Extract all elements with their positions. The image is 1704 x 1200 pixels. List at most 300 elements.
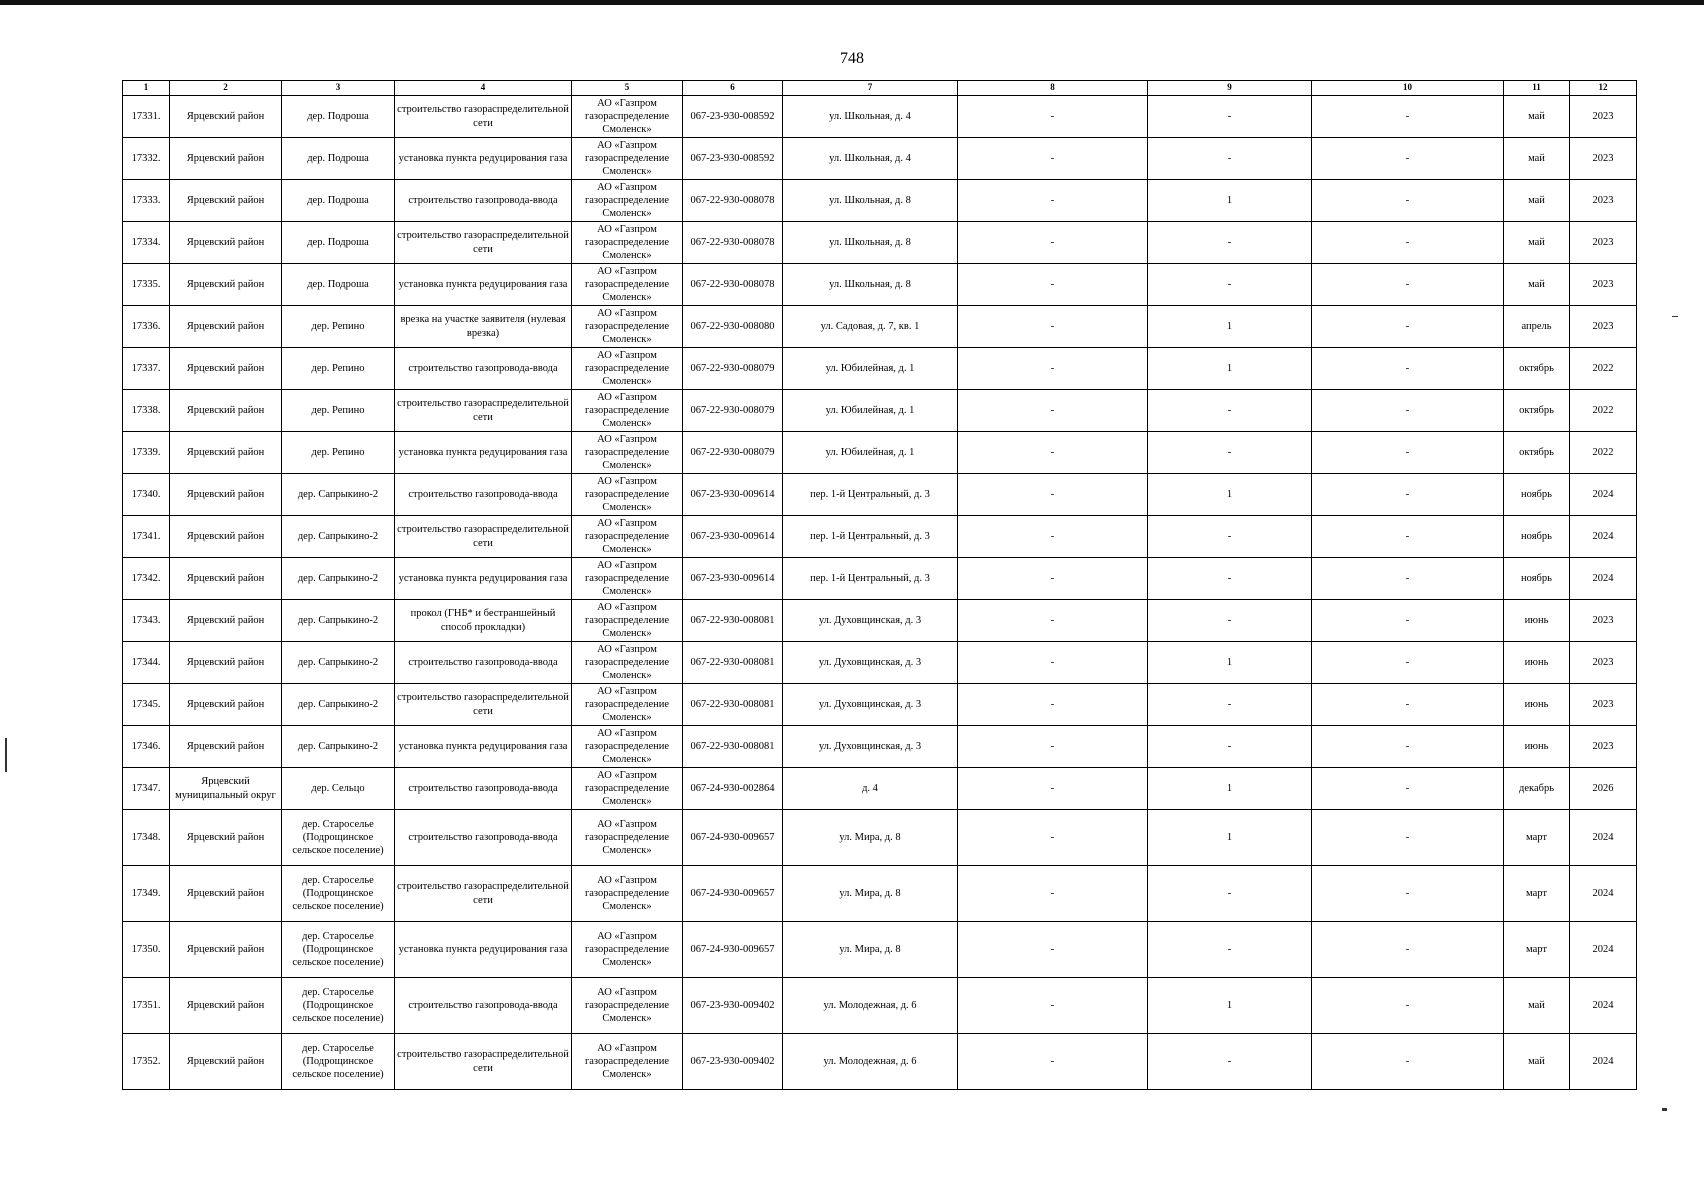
address-cell: ул. Юбилейная, д. 1 bbox=[783, 432, 958, 474]
col9-cell: - bbox=[1148, 684, 1312, 726]
col9-cell: - bbox=[1148, 600, 1312, 642]
work-type-cell: строительство газораспределительной сети bbox=[395, 390, 572, 432]
col8-cell: - bbox=[958, 866, 1148, 922]
month-cell: ноябрь bbox=[1504, 516, 1570, 558]
column-header: 11 bbox=[1504, 81, 1570, 96]
col8-cell: - bbox=[958, 516, 1148, 558]
district-cell: Ярцевский район bbox=[170, 432, 282, 474]
work-type-cell: установка пункта редуцирования газа bbox=[395, 922, 572, 978]
col9-cell: - bbox=[1148, 390, 1312, 432]
year-cell: 2022 bbox=[1570, 390, 1637, 432]
settlement-cell: дер. Репино bbox=[282, 432, 395, 474]
application-number-cell: 067-23-930-009614 bbox=[683, 516, 783, 558]
application-number-cell: 067-24-930-009657 bbox=[683, 866, 783, 922]
month-cell: май bbox=[1504, 96, 1570, 138]
col9-cell: 1 bbox=[1148, 180, 1312, 222]
col9-cell: - bbox=[1148, 726, 1312, 768]
application-number-cell: 067-22-930-008078 bbox=[683, 180, 783, 222]
district-cell: Ярцевский район bbox=[170, 558, 282, 600]
table-row bbox=[123, 978, 1637, 1034]
address-cell: ул. Духовщинская, д. 3 bbox=[783, 600, 958, 642]
district-cell: Ярцевский район bbox=[170, 726, 282, 768]
application-number-cell: 067-23-930-008592 bbox=[683, 138, 783, 180]
work-type-cell: строительство газопровода-ввода bbox=[395, 768, 572, 810]
work-type-cell: строительство газопровода-ввода bbox=[395, 348, 572, 390]
address-cell: пер. 1-й Центральный, д. 3 bbox=[783, 474, 958, 516]
table-row bbox=[123, 810, 1637, 866]
col9-cell: - bbox=[1148, 922, 1312, 978]
district-cell: Ярцевский район bbox=[170, 96, 282, 138]
column-header: 4 bbox=[395, 81, 572, 96]
column-header: 2 bbox=[170, 81, 282, 96]
year-cell: 2024 bbox=[1570, 558, 1637, 600]
address-cell: ул. Юбилейная, д. 1 bbox=[783, 390, 958, 432]
month-cell: октябрь bbox=[1504, 432, 1570, 474]
col9-cell: - bbox=[1148, 138, 1312, 180]
table-row bbox=[123, 726, 1637, 768]
table-body bbox=[123, 96, 1637, 1090]
month-cell: май bbox=[1504, 1034, 1570, 1090]
col10-cell: - bbox=[1312, 138, 1504, 180]
district-cell: Ярцевский район bbox=[170, 642, 282, 684]
organization-cell: АО «Газпром газораспределение Смоленск» bbox=[572, 768, 683, 810]
col10-cell: - bbox=[1312, 922, 1504, 978]
table-row bbox=[123, 642, 1637, 684]
col9-cell: - bbox=[1148, 866, 1312, 922]
col9-cell: 1 bbox=[1148, 978, 1312, 1034]
organization-cell: АО «Газпром газораспределение Смоленск» bbox=[572, 138, 683, 180]
column-header: 12 bbox=[1570, 81, 1637, 96]
table-row bbox=[123, 558, 1637, 600]
month-cell: март bbox=[1504, 810, 1570, 866]
col10-cell: - bbox=[1312, 180, 1504, 222]
col8-cell: - bbox=[958, 978, 1148, 1034]
settlement-cell: дер. Репино bbox=[282, 306, 395, 348]
year-cell: 2022 bbox=[1570, 348, 1637, 390]
col10-cell: - bbox=[1312, 768, 1504, 810]
application-number-cell: 067-23-930-008592 bbox=[683, 96, 783, 138]
col9-cell: - bbox=[1148, 558, 1312, 600]
settlement-cell: дер. Подроша bbox=[282, 264, 395, 306]
work-type-cell: строительство газораспределительной сети bbox=[395, 866, 572, 922]
table-row bbox=[123, 222, 1637, 264]
table-row bbox=[123, 516, 1637, 558]
year-cell: 2023 bbox=[1570, 726, 1637, 768]
col8-cell: - bbox=[958, 264, 1148, 306]
month-cell: май bbox=[1504, 222, 1570, 264]
settlement-cell: дер. Сапрыкино-2 bbox=[282, 516, 395, 558]
col10-cell: - bbox=[1312, 474, 1504, 516]
year-cell: 2024 bbox=[1570, 1034, 1637, 1090]
column-header: 10 bbox=[1312, 81, 1504, 96]
row-number-cell: 17337. bbox=[123, 348, 170, 390]
month-cell: июнь bbox=[1504, 642, 1570, 684]
row-number-cell: 17346. bbox=[123, 726, 170, 768]
row-number-cell: 17350. bbox=[123, 922, 170, 978]
application-number-cell: 067-22-930-008079 bbox=[683, 390, 783, 432]
col10-cell: - bbox=[1312, 348, 1504, 390]
year-cell: 2024 bbox=[1570, 516, 1637, 558]
organization-cell: АО «Газпром газораспределение Смоленск» bbox=[572, 96, 683, 138]
year-cell: 2023 bbox=[1570, 264, 1637, 306]
month-cell: июнь bbox=[1504, 684, 1570, 726]
application-number-cell: 067-22-930-008081 bbox=[683, 726, 783, 768]
month-cell: март bbox=[1504, 866, 1570, 922]
row-number-cell: 17344. bbox=[123, 642, 170, 684]
work-type-cell: строительство газораспределительной сети bbox=[395, 96, 572, 138]
month-cell: май bbox=[1504, 180, 1570, 222]
work-type-cell: строительство газораспределительной сети bbox=[395, 222, 572, 264]
month-cell: октябрь bbox=[1504, 348, 1570, 390]
settlement-cell: дер. Сельцо bbox=[282, 768, 395, 810]
settlement-cell: дер. Сапрыкино-2 bbox=[282, 726, 395, 768]
row-number-cell: 17349. bbox=[123, 866, 170, 922]
column-header: 6 bbox=[683, 81, 783, 96]
year-cell: 2024 bbox=[1570, 810, 1637, 866]
month-cell: май bbox=[1504, 264, 1570, 306]
work-type-cell: установка пункта редуцирования газа bbox=[395, 726, 572, 768]
col8-cell: - bbox=[958, 432, 1148, 474]
year-cell: 2023 bbox=[1570, 684, 1637, 726]
district-cell: Ярцевский район bbox=[170, 306, 282, 348]
address-cell: ул. Школьная, д. 8 bbox=[783, 222, 958, 264]
work-type-cell: строительство газопровода-ввода bbox=[395, 978, 572, 1034]
settlement-cell: дер. Староселье (Подрощинское сельское поселение) bbox=[282, 922, 395, 978]
address-cell: пер. 1-й Центральный, д. 3 bbox=[783, 558, 958, 600]
year-cell: 2024 bbox=[1570, 474, 1637, 516]
organization-cell: АО «Газпром газораспределение Смоленск» bbox=[572, 922, 683, 978]
col9-cell: - bbox=[1148, 96, 1312, 138]
year-cell: 2023 bbox=[1570, 306, 1637, 348]
year-cell: 2024 bbox=[1570, 978, 1637, 1034]
row-number-cell: 17332. bbox=[123, 138, 170, 180]
address-cell: ул. Школьная, д. 4 bbox=[783, 96, 958, 138]
work-type-cell: строительство газопровода-ввода bbox=[395, 810, 572, 866]
col8-cell: - bbox=[958, 684, 1148, 726]
row-number-cell: 17347. bbox=[123, 768, 170, 810]
row-number-cell: 17340. bbox=[123, 474, 170, 516]
district-cell: Ярцевский район bbox=[170, 222, 282, 264]
col10-cell: - bbox=[1312, 306, 1504, 348]
settlement-cell: дер. Репино bbox=[282, 348, 395, 390]
work-type-cell: строительство газопровода-ввода bbox=[395, 642, 572, 684]
organization-cell: АО «Газпром газораспределение Смоленск» bbox=[572, 600, 683, 642]
col8-cell: - bbox=[958, 600, 1148, 642]
col10-cell: - bbox=[1312, 726, 1504, 768]
row-number-cell: 17335. bbox=[123, 264, 170, 306]
organization-cell: АО «Газпром газораспределение Смоленск» bbox=[572, 642, 683, 684]
district-cell: Ярцевский район bbox=[170, 390, 282, 432]
table-row bbox=[123, 684, 1637, 726]
column-header: 1 bbox=[123, 81, 170, 96]
col9-cell: - bbox=[1148, 432, 1312, 474]
month-cell: октябрь bbox=[1504, 390, 1570, 432]
row-number-cell: 17345. bbox=[123, 684, 170, 726]
organization-cell: АО «Газпром газораспределение Смоленск» bbox=[572, 810, 683, 866]
work-type-cell: строительство газораспределительной сети bbox=[395, 516, 572, 558]
work-type-cell: установка пункта редуцирования газа bbox=[395, 264, 572, 306]
application-number-cell: 067-22-930-008078 bbox=[683, 222, 783, 264]
address-cell: д. 4 bbox=[783, 768, 958, 810]
organization-cell: АО «Газпром газораспределение Смоленск» bbox=[572, 474, 683, 516]
col8-cell: - bbox=[958, 726, 1148, 768]
settlement-cell: дер. Сапрыкино-2 bbox=[282, 684, 395, 726]
col8-cell: - bbox=[958, 306, 1148, 348]
year-cell: 2023 bbox=[1570, 96, 1637, 138]
work-type-cell: установка пункта редуцирования газа bbox=[395, 558, 572, 600]
district-cell: Ярцевский район bbox=[170, 600, 282, 642]
address-cell: ул. Юбилейная, д. 1 bbox=[783, 348, 958, 390]
col9-cell: 1 bbox=[1148, 810, 1312, 866]
organization-cell: АО «Газпром газораспределение Смоленск» bbox=[572, 348, 683, 390]
col10-cell: - bbox=[1312, 866, 1504, 922]
col9-cell: 1 bbox=[1148, 474, 1312, 516]
row-number-cell: 17339. bbox=[123, 432, 170, 474]
address-cell: ул. Молодежная, д. 6 bbox=[783, 978, 958, 1034]
table-row bbox=[123, 264, 1637, 306]
settlement-cell: дер. Сапрыкино-2 bbox=[282, 558, 395, 600]
col10-cell: - bbox=[1312, 642, 1504, 684]
address-cell: ул. Мира, д. 8 bbox=[783, 866, 958, 922]
table-row bbox=[123, 600, 1637, 642]
organization-cell: АО «Газпром газораспределение Смоленск» bbox=[572, 978, 683, 1034]
work-type-cell: строительство газопровода-ввода bbox=[395, 180, 572, 222]
row-number-cell: 17333. bbox=[123, 180, 170, 222]
application-number-cell: 067-24-930-002864 bbox=[683, 768, 783, 810]
district-cell: Ярцевский район bbox=[170, 684, 282, 726]
organization-cell: АО «Газпром газораспределение Смоленск» bbox=[572, 306, 683, 348]
settlement-cell: дер. Подроша bbox=[282, 222, 395, 264]
district-cell: Ярцевский район bbox=[170, 180, 282, 222]
application-number-cell: 067-23-930-009614 bbox=[683, 558, 783, 600]
table-row bbox=[123, 866, 1637, 922]
top-border-line bbox=[0, 0, 1704, 5]
row-number-cell: 17343. bbox=[123, 600, 170, 642]
organization-cell: АО «Газпром газораспределение Смоленск» bbox=[572, 180, 683, 222]
application-number-cell: 067-24-930-009657 bbox=[683, 810, 783, 866]
address-cell: ул. Мира, д. 8 bbox=[783, 810, 958, 866]
col9-cell: 1 bbox=[1148, 768, 1312, 810]
col9-cell: 1 bbox=[1148, 348, 1312, 390]
organization-cell: АО «Газпром газораспределение Смоленск» bbox=[572, 516, 683, 558]
work-type-cell: прокол (ГНБ* и бестраншейный способ прокладки) bbox=[395, 600, 572, 642]
district-cell: Ярцевский район bbox=[170, 866, 282, 922]
col9-cell: - bbox=[1148, 222, 1312, 264]
row-number-cell: 17341. bbox=[123, 516, 170, 558]
address-cell: ул. Садовая, д. 7, кв. 1 bbox=[783, 306, 958, 348]
application-number-cell: 067-23-930-009614 bbox=[683, 474, 783, 516]
table-row bbox=[123, 922, 1637, 978]
organization-cell: АО «Газпром газораспределение Смоленск» bbox=[572, 726, 683, 768]
col8-cell: - bbox=[958, 348, 1148, 390]
page-number: 748 bbox=[840, 50, 864, 67]
address-cell: ул. Духовщинская, д. 3 bbox=[783, 726, 958, 768]
district-cell: Ярцевский район bbox=[170, 810, 282, 866]
table-row bbox=[123, 306, 1637, 348]
col9-cell: 1 bbox=[1148, 642, 1312, 684]
address-cell: ул. Школьная, д. 8 bbox=[783, 180, 958, 222]
row-number-cell: 17342. bbox=[123, 558, 170, 600]
district-cell: Ярцевский муниципальный округ bbox=[170, 768, 282, 810]
month-cell: декабрь bbox=[1504, 768, 1570, 810]
table-row bbox=[123, 348, 1637, 390]
year-cell: 2023 bbox=[1570, 138, 1637, 180]
settlement-cell: дер. Репино bbox=[282, 390, 395, 432]
header-row bbox=[123, 81, 1637, 96]
address-cell: ул. Мира, д. 8 bbox=[783, 922, 958, 978]
month-cell: ноябрь bbox=[1504, 474, 1570, 516]
district-cell: Ярцевский район bbox=[170, 516, 282, 558]
organization-cell: АО «Газпром газораспределение Смоленск» bbox=[572, 432, 683, 474]
address-cell: ул. Молодежная, д. 6 bbox=[783, 1034, 958, 1090]
settlement-cell: дер. Подроша bbox=[282, 96, 395, 138]
work-type-cell: установка пункта редуцирования газа bbox=[395, 138, 572, 180]
col8-cell: - bbox=[958, 180, 1148, 222]
address-cell: ул. Духовщинская, д. 3 bbox=[783, 684, 958, 726]
col10-cell: - bbox=[1312, 1034, 1504, 1090]
column-header: 3 bbox=[282, 81, 395, 96]
year-cell: 2023 bbox=[1570, 222, 1637, 264]
table-row bbox=[123, 390, 1637, 432]
col8-cell: - bbox=[958, 558, 1148, 600]
column-header: 5 bbox=[572, 81, 683, 96]
year-cell: 2024 bbox=[1570, 866, 1637, 922]
address-cell: ул. Школьная, д. 8 bbox=[783, 264, 958, 306]
settlement-cell: дер. Подроша bbox=[282, 138, 395, 180]
settlement-cell: дер. Староселье (Подрощинское сельское поселение) bbox=[282, 866, 395, 922]
col10-cell: - bbox=[1312, 810, 1504, 866]
settlement-cell: дер. Староселье (Подрощинское сельское поселение) bbox=[282, 810, 395, 866]
col8-cell: - bbox=[958, 390, 1148, 432]
year-cell: 2023 bbox=[1570, 600, 1637, 642]
row-number-cell: 17351. bbox=[123, 978, 170, 1034]
work-type-cell: строительство газораспределительной сети bbox=[395, 1034, 572, 1090]
application-number-cell: 067-24-930-009657 bbox=[683, 922, 783, 978]
col8-cell: - bbox=[958, 96, 1148, 138]
col10-cell: - bbox=[1312, 432, 1504, 474]
col10-cell: - bbox=[1312, 222, 1504, 264]
table-row bbox=[123, 768, 1637, 810]
settlement-cell: дер. Староселье (Подрощинское сельское поселение) bbox=[282, 1034, 395, 1090]
application-number-cell: 067-22-930-008081 bbox=[683, 600, 783, 642]
district-cell: Ярцевский район bbox=[170, 348, 282, 390]
application-number-cell: 067-23-930-009402 bbox=[683, 978, 783, 1034]
col8-cell: - bbox=[958, 922, 1148, 978]
table-row bbox=[123, 180, 1637, 222]
month-cell: май bbox=[1504, 978, 1570, 1034]
district-cell: Ярцевский район bbox=[170, 264, 282, 306]
district-cell: Ярцевский район bbox=[170, 978, 282, 1034]
column-header: 8 bbox=[958, 81, 1148, 96]
month-cell: июнь bbox=[1504, 726, 1570, 768]
settlement-cell: дер. Подроша bbox=[282, 180, 395, 222]
application-number-cell: 067-22-930-008078 bbox=[683, 264, 783, 306]
col10-cell: - bbox=[1312, 96, 1504, 138]
month-cell: апрель bbox=[1504, 306, 1570, 348]
organization-cell: АО «Газпром газораспределение Смоленск» bbox=[572, 222, 683, 264]
row-number-cell: 17338. bbox=[123, 390, 170, 432]
district-cell: Ярцевский район bbox=[170, 474, 282, 516]
column-header: 9 bbox=[1148, 81, 1312, 96]
work-type-cell: установка пункта редуцирования газа bbox=[395, 432, 572, 474]
column-header: 7 bbox=[783, 81, 958, 96]
col9-cell: - bbox=[1148, 1034, 1312, 1090]
settlement-cell: дер. Сапрыкино-2 bbox=[282, 642, 395, 684]
table-row bbox=[123, 96, 1637, 138]
year-cell: 2023 bbox=[1570, 180, 1637, 222]
gasification-table bbox=[122, 80, 1637, 1090]
work-type-cell: строительство газопровода-ввода bbox=[395, 474, 572, 516]
district-cell: Ярцевский район bbox=[170, 1034, 282, 1090]
row-number-cell: 17331. bbox=[123, 96, 170, 138]
scan-mark bbox=[1672, 316, 1678, 317]
col8-cell: - bbox=[958, 474, 1148, 516]
organization-cell: АО «Газпром газораспределение Смоленск» bbox=[572, 866, 683, 922]
work-type-cell: врезка на участке заявителя (нулевая врезка) bbox=[395, 306, 572, 348]
organization-cell: АО «Газпром газораспределение Смоленск» bbox=[572, 264, 683, 306]
application-number-cell: 067-22-930-008079 bbox=[683, 348, 783, 390]
col9-cell: - bbox=[1148, 264, 1312, 306]
col10-cell: - bbox=[1312, 516, 1504, 558]
col8-cell: - bbox=[958, 222, 1148, 264]
organization-cell: АО «Газпром газораспределение Смоленск» bbox=[572, 390, 683, 432]
month-cell: июнь bbox=[1504, 600, 1570, 642]
organization-cell: АО «Газпром газораспределение Смоленск» bbox=[572, 558, 683, 600]
year-cell: 2023 bbox=[1570, 642, 1637, 684]
address-cell: ул. Духовщинская, д. 3 bbox=[783, 642, 958, 684]
col9-cell: - bbox=[1148, 516, 1312, 558]
month-cell: ноябрь bbox=[1504, 558, 1570, 600]
col10-cell: - bbox=[1312, 390, 1504, 432]
col10-cell: - bbox=[1312, 684, 1504, 726]
scan-mark bbox=[5, 738, 7, 772]
application-number-cell: 067-23-930-009402 bbox=[683, 1034, 783, 1090]
row-number-cell: 17334. bbox=[123, 222, 170, 264]
col10-cell: - bbox=[1312, 558, 1504, 600]
table-row bbox=[123, 432, 1637, 474]
table-row bbox=[123, 474, 1637, 516]
table-row bbox=[123, 1034, 1637, 1090]
col10-cell: - bbox=[1312, 264, 1504, 306]
address-cell: пер. 1-й Центральный, д. 3 bbox=[783, 516, 958, 558]
col8-cell: - bbox=[958, 138, 1148, 180]
col9-cell: 1 bbox=[1148, 306, 1312, 348]
col8-cell: - bbox=[958, 768, 1148, 810]
row-number-cell: 17348. bbox=[123, 810, 170, 866]
organization-cell: АО «Газпром газораспределение Смоленск» bbox=[572, 1034, 683, 1090]
row-number-cell: 17336. bbox=[123, 306, 170, 348]
year-cell: 2022 bbox=[1570, 432, 1637, 474]
settlement-cell: дер. Сапрыкино-2 bbox=[282, 474, 395, 516]
scan-mark bbox=[1662, 1108, 1667, 1111]
table-row bbox=[123, 138, 1637, 180]
application-number-cell: 067-22-930-008080 bbox=[683, 306, 783, 348]
district-cell: Ярцевский район bbox=[170, 922, 282, 978]
col8-cell: - bbox=[958, 642, 1148, 684]
month-cell: март bbox=[1504, 922, 1570, 978]
organization-cell: АО «Газпром газораспределение Смоленск» bbox=[572, 684, 683, 726]
address-cell: ул. Школьная, д. 4 bbox=[783, 138, 958, 180]
settlement-cell: дер. Староселье (Подрощинское сельское поселение) bbox=[282, 978, 395, 1034]
settlement-cell: дер. Сапрыкино-2 bbox=[282, 600, 395, 642]
application-number-cell: 067-22-930-008079 bbox=[683, 432, 783, 474]
row-number-cell: 17352. bbox=[123, 1034, 170, 1090]
col8-cell: - bbox=[958, 1034, 1148, 1090]
application-number-cell: 067-22-930-008081 bbox=[683, 642, 783, 684]
col10-cell: - bbox=[1312, 600, 1504, 642]
col8-cell: - bbox=[958, 810, 1148, 866]
year-cell: 2024 bbox=[1570, 922, 1637, 978]
